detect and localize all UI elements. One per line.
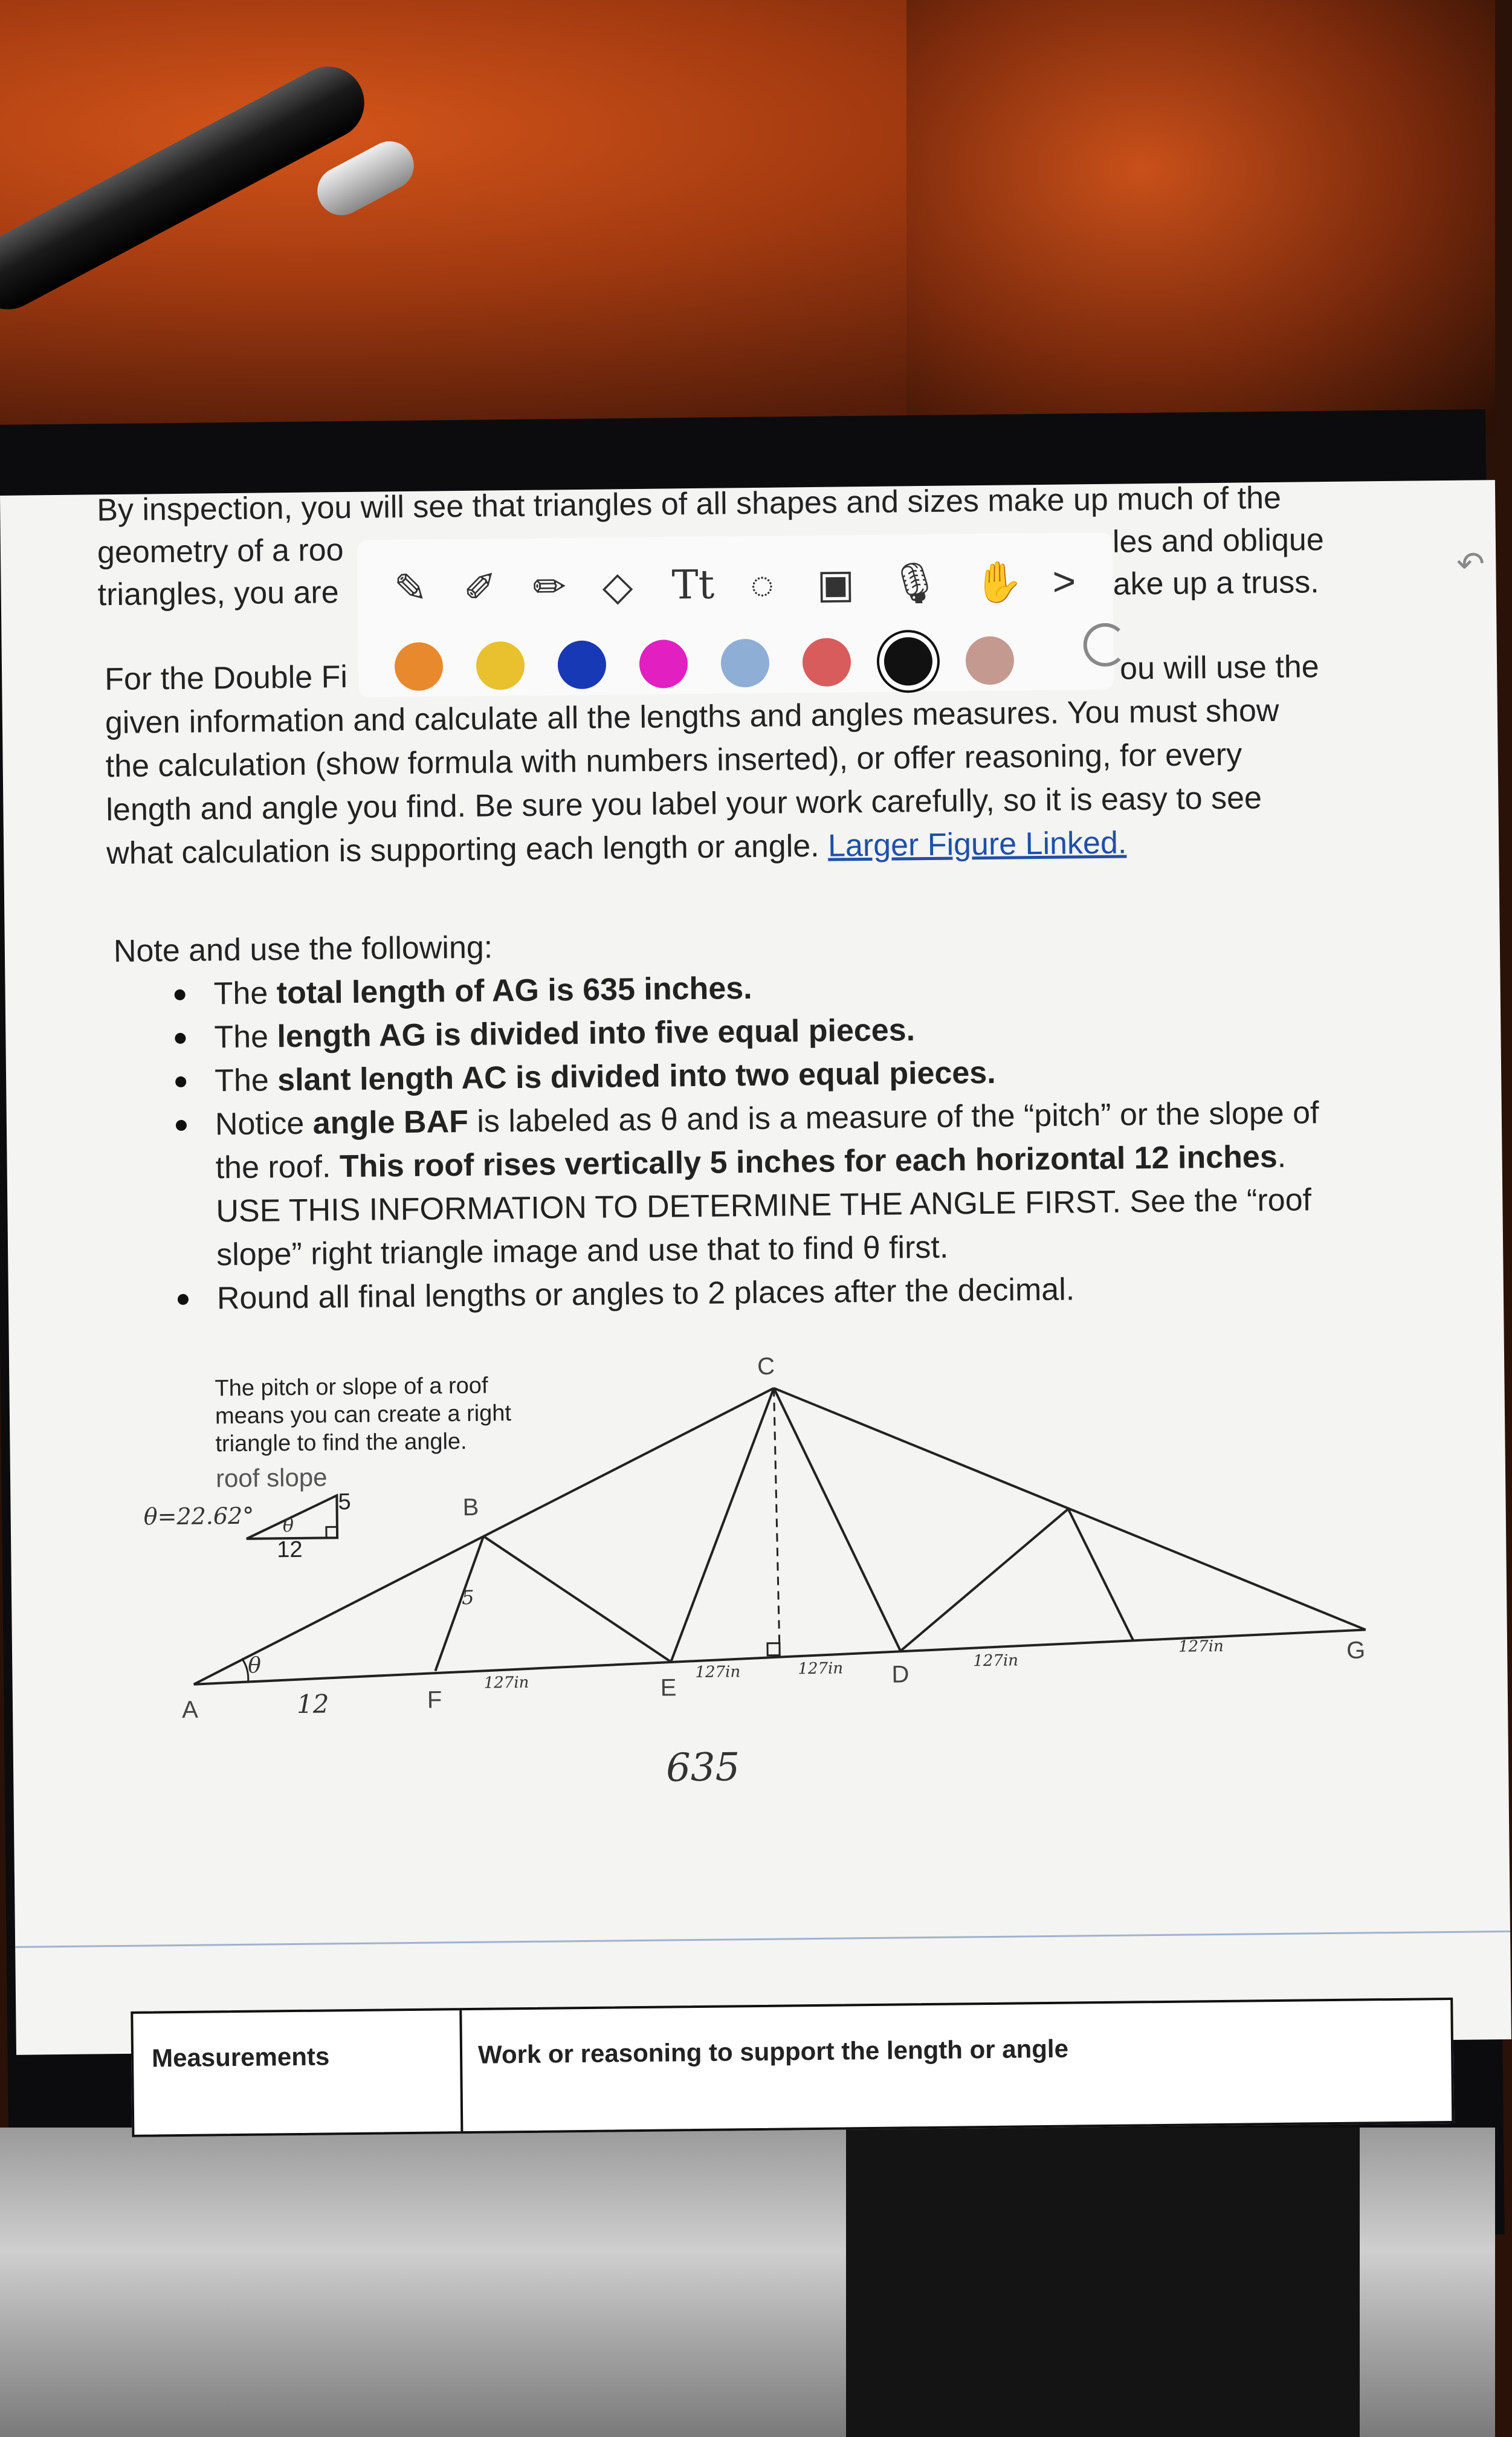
highlighter-tool-icon[interactable]: ✏ xyxy=(532,564,567,609)
slope-run: 12 xyxy=(277,1536,303,1563)
intro-line-2-end: les and oblique xyxy=(1112,522,1325,560)
marker-tool-icon[interactable]: ✐ xyxy=(463,565,497,610)
instructions-line-1-start: For the Double Fi xyxy=(104,659,348,697)
point-e-label: E xyxy=(660,1674,677,1701)
segment-5-label: 127in xyxy=(1178,1637,1224,1656)
web-c-d xyxy=(774,1387,901,1652)
point-b-label: B xyxy=(462,1494,479,1521)
lasso-tool-icon[interactable]: ◌ xyxy=(750,562,775,607)
note-3-bold: slant length AC is divided into two equal pieces. xyxy=(277,1055,996,1098)
pen-tool-icon[interactable]: ✎ xyxy=(393,565,428,611)
table-header-work: Work or reasoning to support the length or angle xyxy=(477,2034,1069,2069)
note-4-l2-pre: the roof. xyxy=(215,1149,340,1186)
truss-center-height xyxy=(774,1388,780,1657)
measurements-table xyxy=(131,1998,1454,2137)
table-header-measurements: Measurements xyxy=(151,2042,330,2073)
lower-dark-cloth xyxy=(846,2128,1360,2437)
segment-1-label: 127in xyxy=(483,1673,529,1692)
instructions-line-2: given information and calculate all the lengths and angles measures. You must show xyxy=(105,693,1279,741)
intro-line-2-start: geometry of a roo xyxy=(97,532,344,571)
figure-caption-1: The pitch or slope of a roof xyxy=(215,1373,488,1402)
right-angle-mark xyxy=(767,1643,780,1655)
table-column-divider xyxy=(459,2010,463,2131)
instructions-line-4: length and angle you find. Be sure you label your work carefully, so it is easy to see xyxy=(106,780,1262,828)
note-2-bold: length AG is divided into five equal pieces. xyxy=(277,1012,916,1055)
note-1-bold: total length of AG is 635 inches. xyxy=(276,971,752,1011)
instructions-line-3: the calculation (show formula with numbers inserted), or offer reasoning, for every xyxy=(105,737,1242,785)
truss-diagram xyxy=(0,480,1511,2055)
intro-line-3-start: triangles, you are xyxy=(97,575,339,613)
theta-label: θ xyxy=(248,1653,262,1678)
point-a-label: A xyxy=(181,1696,198,1723)
note-4-pre: Notice xyxy=(215,1105,314,1142)
web-h-i xyxy=(1068,1508,1133,1640)
eraser-tool-icon[interactable]: ◇ xyxy=(602,563,633,609)
intro-line-3-end: ake up a truss. xyxy=(1113,565,1320,602)
note-4-line-4: slope” right triangle image and use that to find θ first. xyxy=(216,1229,949,1273)
note-2-pre: The xyxy=(214,1019,277,1055)
slope-rise: 5 xyxy=(338,1489,351,1515)
web-h-d xyxy=(899,1509,1070,1651)
note-4-line-3: USE THIS INFORMATION TO DETERMINE THE ANGLE FIRST. See the “roof xyxy=(216,1182,1312,1229)
segment-4-label: 127in xyxy=(973,1651,1019,1671)
note-4-bold: angle BAF xyxy=(312,1104,469,1141)
instructions-line-5-text: what calculation is supporting each length or angle. xyxy=(106,828,819,872)
text-tool-icon[interactable]: Tt xyxy=(671,561,715,609)
note-5: Round all final lengths or angles to 2 places after the decimal. xyxy=(216,1272,1075,1316)
hand-12: 12 xyxy=(296,1689,329,1719)
instructions-line-1-end: ou will use the xyxy=(1119,649,1319,687)
undo-arrow-icon[interactable]: ↶ xyxy=(1456,545,1485,583)
orange-blanket-right xyxy=(906,0,1495,423)
note-4-l2-post: . xyxy=(1277,1139,1287,1174)
point-d-label: D xyxy=(891,1661,909,1688)
roof-slope-label: roof slope xyxy=(215,1463,328,1493)
mic-tool-icon[interactable]: 🎙 xyxy=(889,560,940,606)
point-c-label: C xyxy=(757,1353,775,1380)
more-chevron-icon[interactable]: > xyxy=(1052,558,1076,604)
note-4-post: is labeled as θ and is a measure of the “pitch” or the slope of xyxy=(468,1095,1319,1139)
point-f-label: F xyxy=(427,1686,442,1714)
segment-2-label: 127in xyxy=(695,1663,741,1682)
tablet-screen xyxy=(0,480,1511,2073)
web-b-e xyxy=(483,1534,671,1663)
figure-caption-3: triangle to find the angle. xyxy=(215,1428,467,1457)
image-tool-icon[interactable]: ▣ xyxy=(816,561,855,606)
intro-line-1: By inspection, you will see that triangles of all shapes and sizes make up much of the xyxy=(96,480,1282,528)
note-3-pre: The xyxy=(214,1063,278,1099)
larger-figure-link[interactable]: Larger Figure Linked. xyxy=(827,825,1127,864)
theta-value-handwritten: θ=22.62° xyxy=(143,1502,254,1530)
hand-5: 5 xyxy=(461,1585,474,1610)
note-4-l2-bold: This roof rises vertically 5 inches for each horizontal 12 inches xyxy=(339,1139,1278,1185)
figure-caption-2: means you can create a right xyxy=(215,1400,512,1429)
segment-3-label: 127in xyxy=(798,1659,844,1678)
note-1-pre: The xyxy=(213,976,277,1012)
hand-tool-icon[interactable]: ✋ xyxy=(974,559,1024,605)
truss-right-rafter xyxy=(774,1382,1366,1636)
total-length-handwritten: 635 xyxy=(665,1745,740,1791)
point-g-label: G xyxy=(1346,1637,1366,1664)
notes-heading: Note and use the following: xyxy=(113,930,493,969)
slope-theta: θ xyxy=(282,1515,294,1537)
web-c-e xyxy=(668,1388,777,1662)
